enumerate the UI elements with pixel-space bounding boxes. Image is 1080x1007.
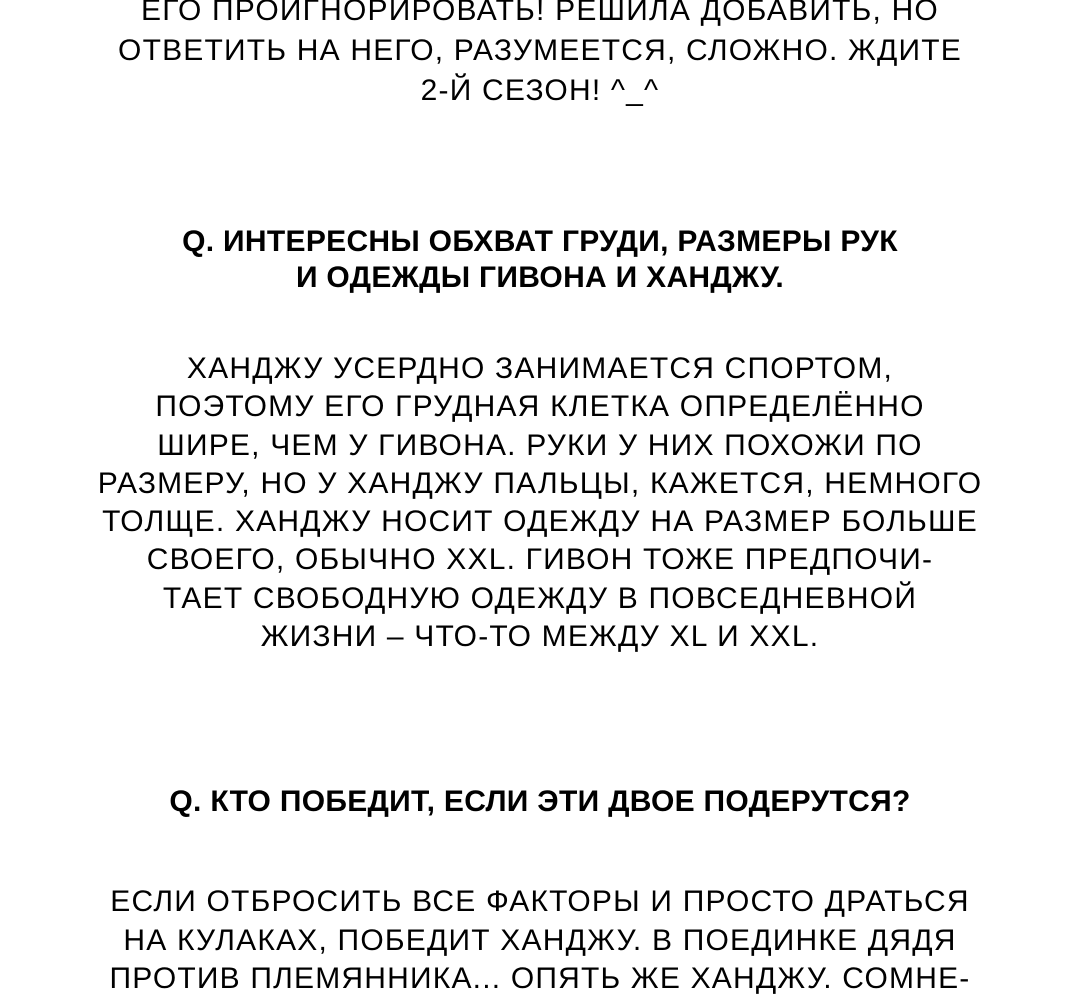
text-line: ОТВЕТИТЬ НА НЕГО, РАЗУМЕЕТСЯ, СЛОЖНО. ЖДИТЕ <box>118 34 962 67</box>
text-line: НА КУЛАКАХ, ПОБЕДИТ ХАНДЖУ. В ПОЕДИНКЕ ДЯДЯ <box>123 923 957 957</box>
text-line: ЕСЛИ ОТБРОСИТЬ ВСЕ ФАКТОРЫ И ПРОСТО ДРАТЬСЯ <box>110 885 970 918</box>
answer-2-paragraph <box>0 883 1080 999</box>
text-line: 2-Й СЕЗОН! ^_^ <box>420 74 660 107</box>
text-line: ПРОТИВ ПЛЕМЯННИКА... ОПЯТЬ ЖЕ ХАНДЖУ. СОМНЕ- <box>109 962 971 995</box>
text-line: ТАЕТ СВОБОДНУЮ ОДЕЖДУ В ПОВСЕДНЕВНОЙ <box>162 581 918 615</box>
text-line: ЕГО ПРОИГНОРИРОВАТЬ! РЕШИЛА ДОБАВИТЬ, НО <box>141 0 939 27</box>
text-line: И ОДЕЖДЫ ГИВОНА И ХАНДЖУ. <box>295 261 785 294</box>
text-line: Q. ИНТЕРЕСНЫ ОБХВАТ ГРУДИ, РАЗМЕРЫ РУК <box>182 225 898 258</box>
question-1-heading <box>0 224 1080 296</box>
text-line: ШИРЕ, ЧЕМ У ГИВОНА. РУКИ У НИХ ПОХОЖИ ПО <box>157 428 923 462</box>
text-line: Q. КТО ПОБЕДИТ, ЕСЛИ ЭТИ ДВОЕ ПОДЕРУТСЯ? <box>169 785 911 818</box>
question-2-heading <box>0 784 1080 820</box>
text-line: ЖИЗНИ – ЧТО-ТО МЕЖДУ XL И XXL. <box>260 620 820 654</box>
text-line: ТОЛЩЕ. ХАНДЖУ НОСИТ ОДЕЖДУ НА РАЗМЕР БОЛЬШЕ <box>102 505 978 539</box>
text-line: СВОЕГО, ОБЫЧНО XXL. ГИВОН ТОЖЕ ПРЕДПОЧИ- <box>146 543 934 577</box>
text-line: ХАНДЖУ УСЕРДНО ЗАНИМАЕТСЯ СПОРТОМ, <box>186 352 894 385</box>
text-line: ПОЭТОМУ ЕГО ГРУДНАЯ КЛЕТКА ОПРЕДЕЛЁННО <box>155 390 925 424</box>
intro-paragraph <box>0 0 1080 111</box>
text-line: РАЗМЕРУ, НО У ХАНДЖУ ПАЛЬЦЫ, КАЖЕТСЯ, НЕМНОГО <box>97 466 983 500</box>
answer-1-paragraph <box>0 350 1080 656</box>
